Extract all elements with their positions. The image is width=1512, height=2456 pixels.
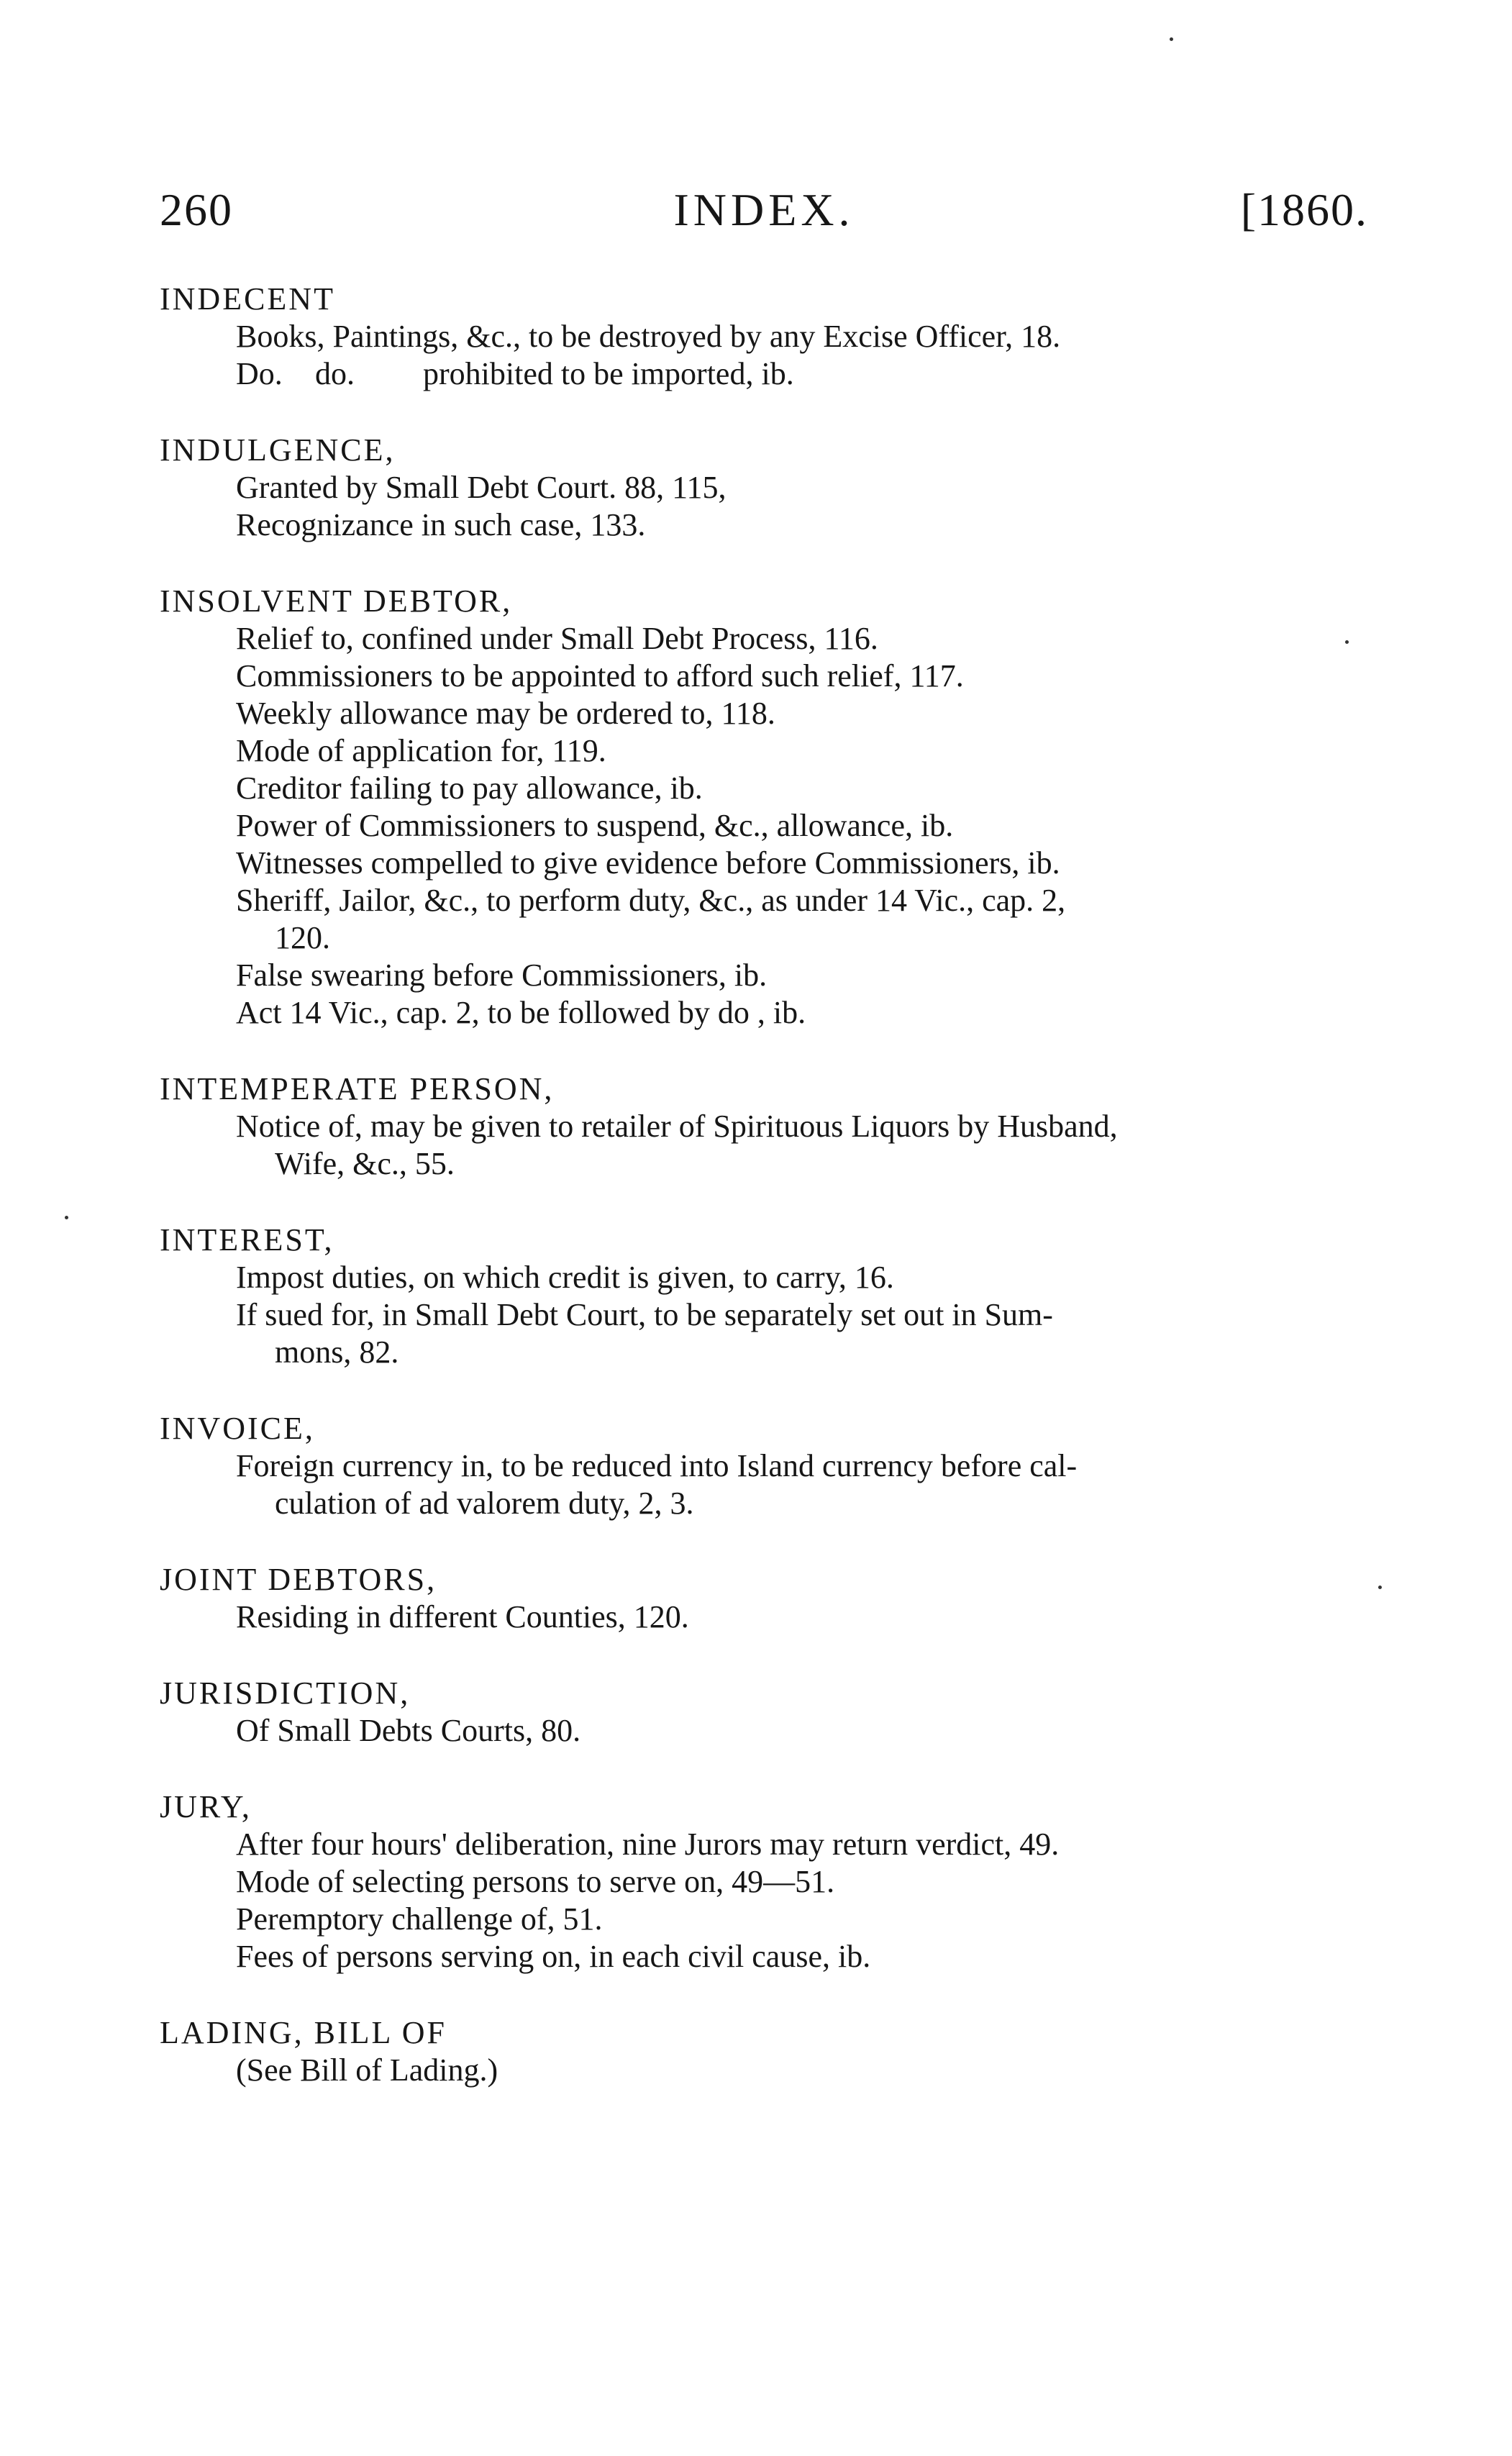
index-entry: [160, 1561, 1368, 1636]
index-entry: [160, 1675, 1368, 1750]
index-entry: [160, 1788, 1368, 1975]
entry-line: False swearing before Commissioners, ib.: [236, 958, 768, 993]
entry-continuation: 120.: [275, 920, 330, 955]
entry-heading: JURY,: [160, 1789, 252, 1824]
ditto-c: prohibited to be imported, ib.: [423, 356, 794, 391]
entry-line: Recognizance in such case, 133.: [236, 507, 646, 542]
entry-line: Mode of application for, 119.: [236, 733, 606, 768]
index-entry: [160, 1222, 1368, 1371]
scan-speck: [1345, 640, 1349, 644]
entry-line: (See Bill of Lading.): [236, 2052, 498, 2088]
entry-line: Granted by Small Debt Court. 88, 115,: [236, 470, 727, 505]
entry-line: Residing in different Counties, 120.: [236, 1599, 689, 1634]
entry-heading: INSOLVENT DEBTOR,: [160, 583, 513, 619]
entry-line: Impost duties, on which credit is given, to carry, 16.: [236, 1260, 894, 1295]
ditto-b: do.: [315, 356, 355, 391]
entry-line: Peremptory challenge of, 51.: [236, 1901, 603, 1937]
entry-line: Mode of selecting persons to serve on, 49—51.: [236, 1864, 835, 1899]
index-entry: [160, 1070, 1368, 1183]
entry-line: After four hours' deliberation, nine Jurors may return verdict, 49.: [236, 1827, 1060, 1862]
entry-line: Sheriff, Jailor, &c., to perform duty, &c., as under 14 Vic., cap. 2,: [236, 883, 1066, 918]
entry-heading: INDULGENCE,: [160, 432, 396, 468]
scan-speck: [1378, 1586, 1382, 1589]
year-label: [1860.: [1240, 184, 1368, 235]
entry-line: Act 14 Vic., cap. 2, to be followed by do , ib.: [236, 995, 806, 1030]
entry-heading: INTEREST,: [160, 1222, 334, 1257]
page-header: [160, 183, 1368, 248]
entry-line: Relief to, confined under Small Debt Process, 116.: [236, 621, 878, 656]
entry-line: Books, Paintings, &c., to be destroyed by any Excise Officer, 18.: [236, 319, 1061, 354]
ditto-a: Do.: [236, 356, 283, 391]
entry-heading: JURISDICTION,: [160, 1675, 411, 1711]
entry-line: Foreign currency in, to be reduced into Island currency before cal-: [236, 1448, 1078, 1483]
entry-line: Fees of persons serving on, in each civil cause, ib.: [236, 1939, 871, 1974]
index-entries: [160, 281, 1368, 2128]
entry-heading: INDECENT: [160, 281, 335, 317]
scan-speck: [1170, 37, 1173, 41]
entry-line: Weekly allowance may be ordered to, 118.: [236, 696, 775, 731]
entry-heading: INVOICE,: [160, 1411, 315, 1446]
index-entry: [160, 583, 1368, 1032]
entry-line: Power of Commissioners to suspend, &c., allowance, ib.: [236, 808, 954, 843]
entry-line: Of Small Debts Courts, 80.: [236, 1713, 581, 1748]
entry-heading: JOINT DEBTORS,: [160, 1562, 437, 1597]
scan-speck: [65, 1216, 68, 1219]
entry-line: Notice of, may be given to retailer of Spirituous Liquors by Husband,: [236, 1109, 1118, 1144]
entry-line: Commissioners to be appointed to afford such relief, 117.: [236, 658, 964, 693]
page-title: INDEX.: [673, 184, 855, 235]
index-entry: [160, 1410, 1368, 1522]
entry-heading: LADING, BILL OF: [160, 2015, 447, 2050]
index-entry: [160, 432, 1368, 544]
entry-line: If sued for, in Small Debt Court, to be separately set out in Sum-: [236, 1297, 1053, 1332]
index-entry: [160, 281, 1368, 393]
entry-continuation: Wife, &c., 55.: [275, 1146, 455, 1181]
page-number: 260: [160, 184, 233, 235]
index-entry: [160, 2014, 1368, 2089]
entry-continuation: culation of ad valorem duty, 2, 3.: [275, 1486, 694, 1521]
entry-line-ditto: [160, 355, 1368, 393]
entry-line: Creditor failing to pay allowance, ib.: [236, 770, 703, 806]
entry-heading: INTEMPERATE PERSON,: [160, 1071, 555, 1106]
entry-line: Witnesses compelled to give evidence before Commissioners, ib.: [236, 845, 1060, 881]
entry-continuation: mons, 82.: [275, 1334, 399, 1370]
